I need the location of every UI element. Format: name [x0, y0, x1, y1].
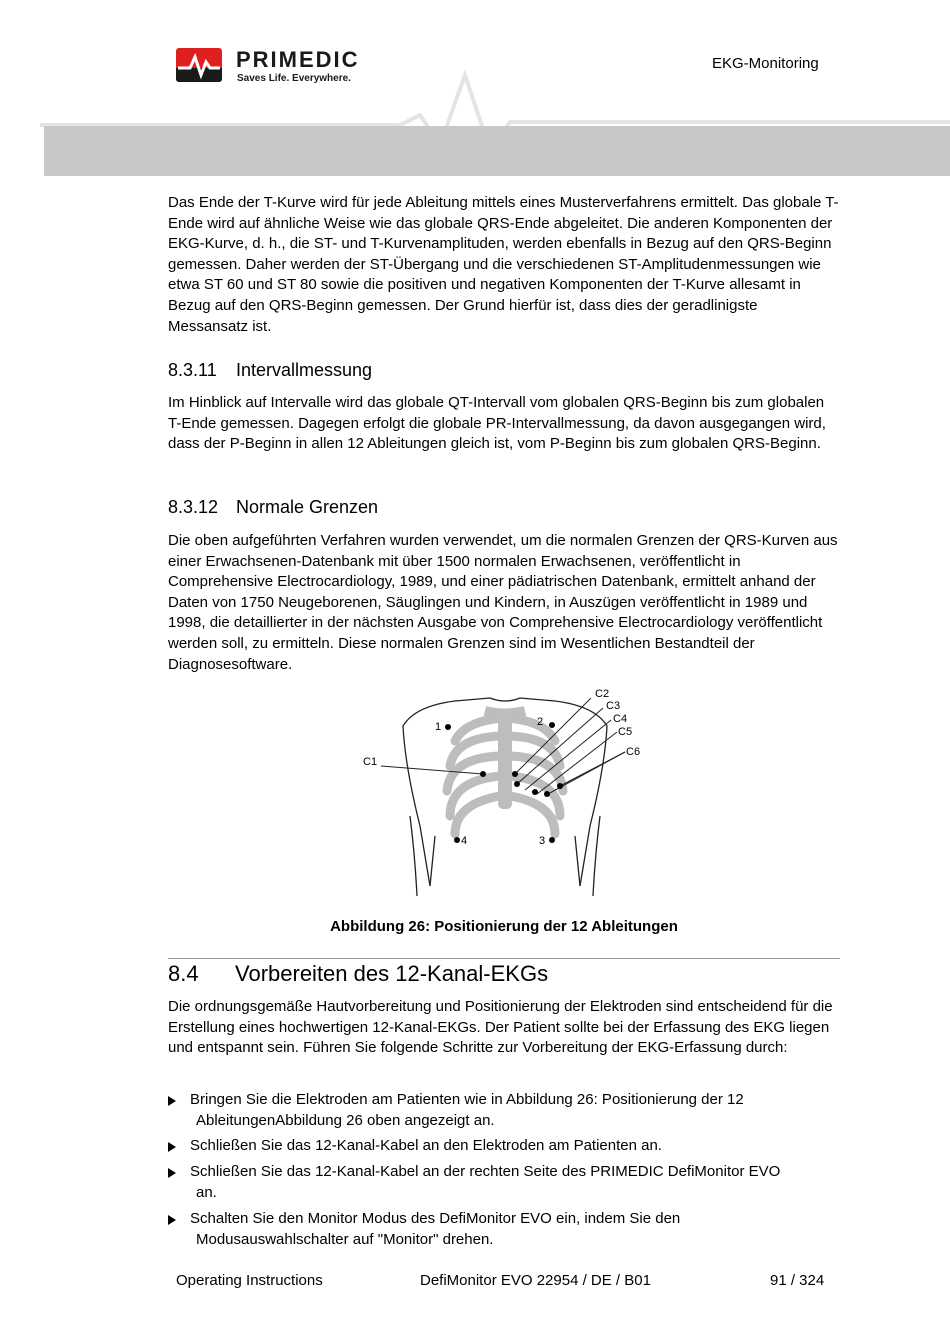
list-item [168, 1136, 840, 1157]
label-c4: C4 [613, 713, 628, 725]
page-number: 91 / 324 [770, 1272, 825, 1289]
bullet-triangle-icon [168, 1142, 176, 1152]
lead-placement-figure [355, 686, 655, 908]
heading-title: Intervallmessung [236, 360, 373, 380]
list-item [168, 1162, 840, 1203]
step-text: Bringen Sie die Elektroden am Patienten wie in Abbildung 26: Positionierung der 12 [190, 1091, 744, 1108]
label-1: 1 [435, 721, 442, 733]
step-text: Schließen Sie das 12-Kanal-Kabel an der rechten Seite des PRIMEDIC DefiMonitor EVO [190, 1163, 781, 1180]
header-section-title: EKG-Monitoring [712, 55, 819, 72]
step-text-continued: AbleitungenAbbildung 26 oben angezeigt an. [196, 1111, 495, 1129]
section-divider [168, 958, 840, 959]
heading-8-4 [168, 961, 548, 987]
list-item [168, 1090, 840, 1131]
intro-paragraph: Das Ende der T-Kurve wird für jede Ableitung mittels eines Musterverfahrens ermittelt. Das globale T-Ende wird auf ähnliche Weise wie das globale QRS-Ende abgeleitet. Die anderen Komponenten der EKG-Kurve, d. h., die ST- und T-Kurvenamplituden, werden ebenfalls in Bezug auf den QRS-Beginn gemessen. Daher werden der ST-Übergang und die verschiedenen ST-Amplitudenmessungen wie etwa ST 60 und ST 80 sowie die positiven und negativen Komponenten der T-Kurve allesamt in Bezug auf den QRS-Beginn gemessen. Der Grund hierfür ist, dass dies der geradlinigste Messansatz ist. [168, 194, 839, 335]
heading-title: Vorbereiten des 12-Kanal-EKGs [235, 961, 549, 986]
header-band [44, 126, 950, 176]
figure-caption: Abbildung 26: Positionierung der 12 Ableitungen [330, 918, 678, 935]
step-text: Schalten Sie den Monitor Modus des DefiMonitor EVO ein, indem Sie den [190, 1210, 681, 1227]
step-text-continued: Modusauswahlschalter auf "Monitor" drehen. [196, 1230, 494, 1248]
label-4: 4 [461, 835, 468, 847]
bullet-triangle-icon [168, 1168, 176, 1178]
label-c1: C1 [363, 756, 378, 768]
label-3: 3 [539, 835, 546, 847]
chest-diagram [355, 686, 655, 908]
heading-8-3-11 [168, 360, 372, 381]
heading-number: 8.3.12 [168, 497, 219, 517]
paragraph-intervallmessung: Im Hinblick auf Intervalle wird das globale QT-Intervall vom globalen QRS-Beginn bis zum globalen T-Ende gemessen. Dagegen erfolgt die globale PR-Intervallmessung, da davon ausgegangen wird, dass der P-Beginn in allen 12 Ableitungen gleich ist, vom P-Beginn bis zum globalen QRS-Beginn. [168, 394, 826, 453]
primedic-logo [176, 48, 222, 82]
bullet-triangle-icon [168, 1096, 176, 1106]
footer-left: Operating Instructions [176, 1272, 323, 1289]
logo-heartbeat-icon [176, 48, 222, 82]
brand-name: PRIMEDIC [236, 47, 360, 72]
paragraph-vorbereiten: Die ordnungsgemäße Hautvorbereitung und Positionierung der Elektroden sind entscheidend für die Erstellung eines hochwertigen 12-Kanal-EKGs. Der Patient sollte bei der Erfassung des EKG liegen und entspannt sein. Führen Sie folgende Schritte zur Vorbereitung der EKG-Erfassung durch: [168, 998, 833, 1057]
brand-tagline: Saves Life. Everywhere. [237, 73, 351, 84]
label-c5: C5 [618, 726, 633, 738]
page-header [0, 0, 950, 180]
label-2: 2 [537, 716, 544, 728]
heading-title: Normale Grenzen [236, 497, 379, 517]
label-c2: C2 [595, 688, 610, 700]
heading-8-3-12 [168, 497, 378, 518]
list-item [168, 1209, 840, 1250]
paragraph-normale-grenzen: Die oben aufgeführten Verfahren wurden verwendet, um die normalen Grenzen der QRS-Kurven aus einer Erwachsenen-Datenbank mit über 1500 normalen Erwachsenen, veröffentlicht in Comprehensive Electrocardiology, 1989, und einer pädiatrischen Datenbank, ermittelt anhand der Daten von 1750 Neugeborenen, Säuglingen und Kindern, in Auszügen veröffentlicht in 1989 und 1998, die detaillierter in der nächsten Ausgabe von Comprehensive Electrocardiology veröffentlicht werden soll, zu ermitteln. Diese normalen Grenzen sind im Wesentlichen Bestandteil der Diagnosesoftware. [168, 532, 838, 673]
bullet-triangle-icon [168, 1215, 176, 1225]
footer-center: DefiMonitor EVO 22954 / DE / B01 [420, 1272, 651, 1289]
step-text: Schließen Sie das 12-Kanal-Kabel an den Elektroden am Patienten an. [190, 1137, 662, 1154]
label-c6: C6 [626, 746, 641, 758]
label-c3: C3 [606, 700, 621, 712]
heading-number: 8.4 [168, 961, 199, 986]
heading-number: 8.3.11 [168, 360, 217, 380]
step-text-continued: an. [196, 1183, 217, 1201]
